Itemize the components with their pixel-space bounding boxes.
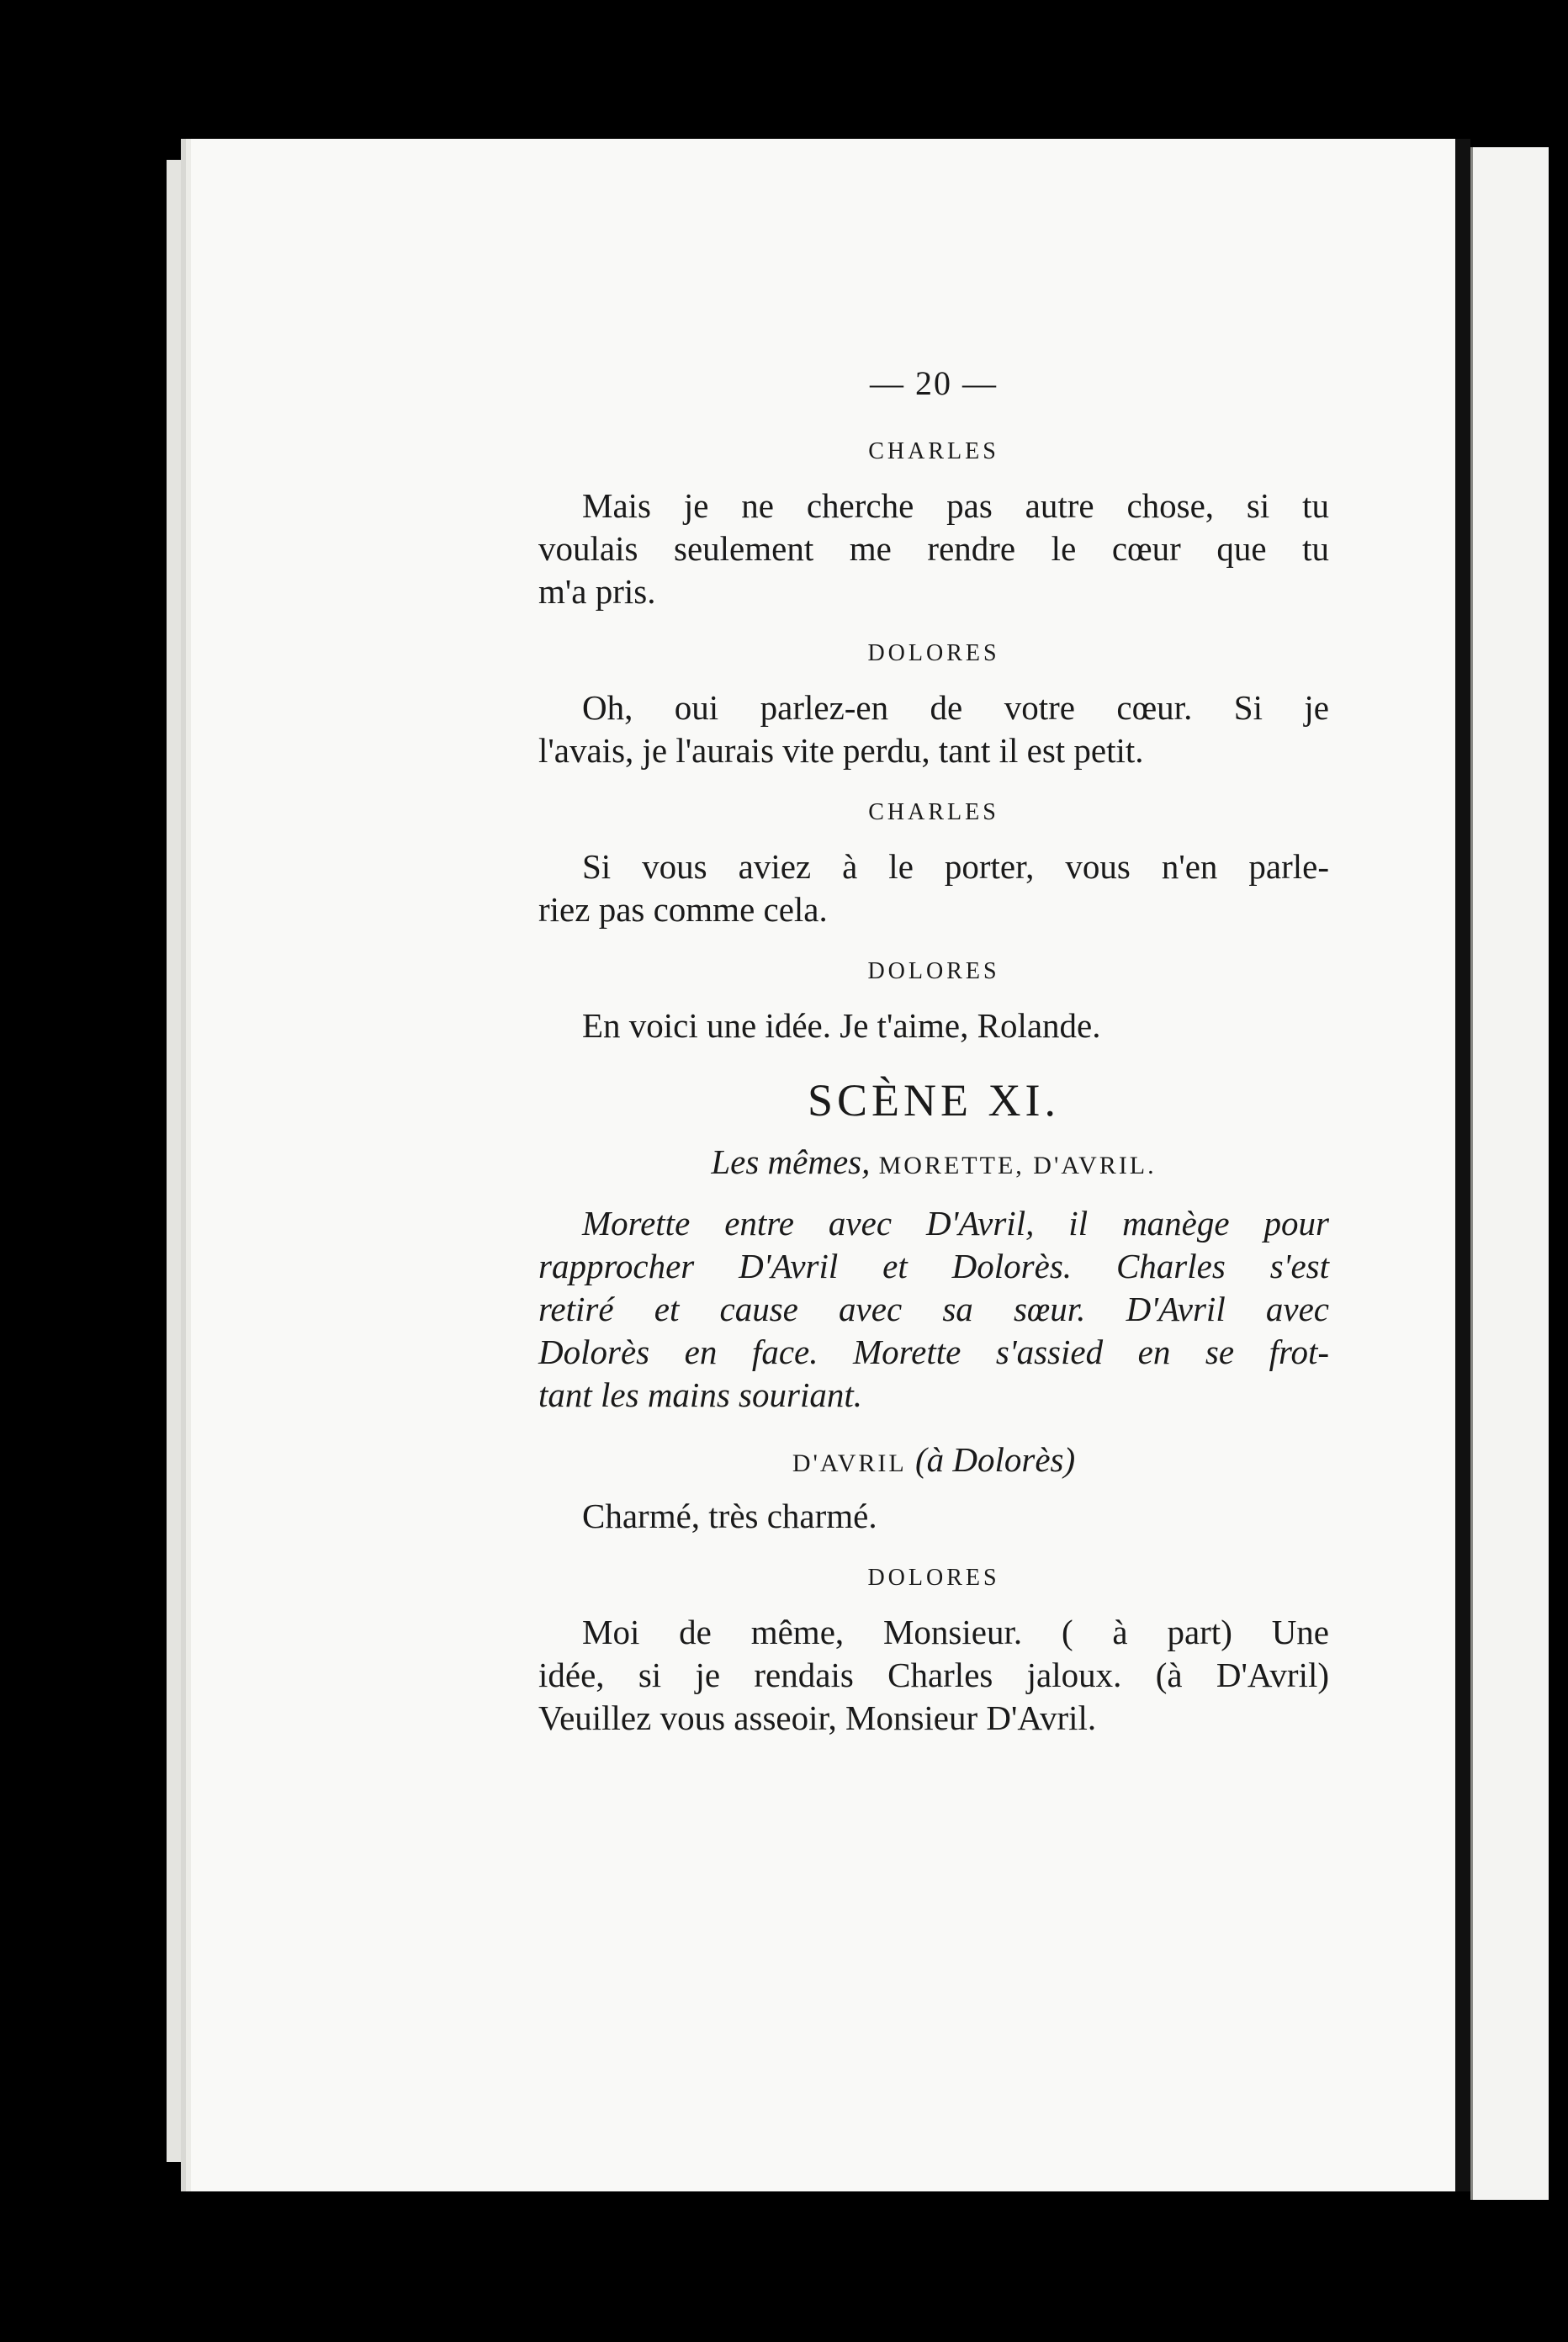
text-line: En voici une idée. Je t'aime, Rolande. (582, 1006, 1101, 1045)
speaker-name: CHARLES (868, 438, 999, 464)
facing-page-edge (1470, 147, 1549, 2200)
speaker-aside: (à Dolorès) (914, 1440, 1076, 1479)
speaker-with-aside (538, 1439, 1329, 1485)
speaker-name: DOLORES (867, 958, 1000, 984)
speaker-name: DOLORES (867, 1565, 1000, 1591)
text-line: Oh, oui parlez-en de votre cœur. Si je (582, 688, 1329, 727)
text-line: Moi de même, Monsieur. ( à part) Une (582, 1613, 1329, 1651)
text-line: voulais seulement me rendre le cœur que tu (538, 529, 1329, 568)
stage-line: Dolorès en face. Morette s'assied en se frot- (538, 1333, 1329, 1371)
page-number: — 20 — (870, 364, 998, 402)
text-line: m'a pris. (538, 572, 656, 611)
scene-heading: SCÈNE XI. (808, 1075, 1060, 1126)
stage-direction (538, 1202, 1329, 1417)
text-line: Veuillez vous asseoir, Monsieur D'Avril. (538, 1698, 1097, 1737)
text-line: idée, si je rendais Charles jaloux. (à D'Avril) (538, 1656, 1329, 1694)
characters-caps: MORETTE, D'AVRIL. (878, 1152, 1157, 1179)
scene-characters (538, 1141, 1329, 1187)
speaker-name: CHARLES (868, 799, 999, 825)
stage-line: Morette entre avec D'Avril, il manège pour (582, 1204, 1329, 1243)
page-text (538, 362, 1329, 1740)
text-line: Mais je ne cherche pas autre chose, si tu (582, 486, 1329, 525)
stage-line: retiré et cause avec sa sœur. D'Avril avec (538, 1290, 1329, 1328)
characters-italic: Les mêmes, (711, 1142, 871, 1181)
stage-line: rapprocher D'Avril et Dolorès. Charles s'est (538, 1247, 1329, 1285)
text-line: Charmé, très charmé. (582, 1497, 877, 1535)
text-line: riez pas comme cela. (538, 890, 828, 929)
speaker-name: DOLORES (867, 640, 1000, 666)
book-gutter (1455, 139, 1470, 2191)
text-line: l'avais, je l'aurais vite perdu, tant il est petit. (538, 731, 1144, 770)
stage-line: tant les mains souriant. (538, 1375, 862, 1414)
speaker-name: D'AVRIL (792, 1449, 907, 1477)
text-line: Si vous aviez à le porter, vous n'en parle- (582, 847, 1329, 886)
